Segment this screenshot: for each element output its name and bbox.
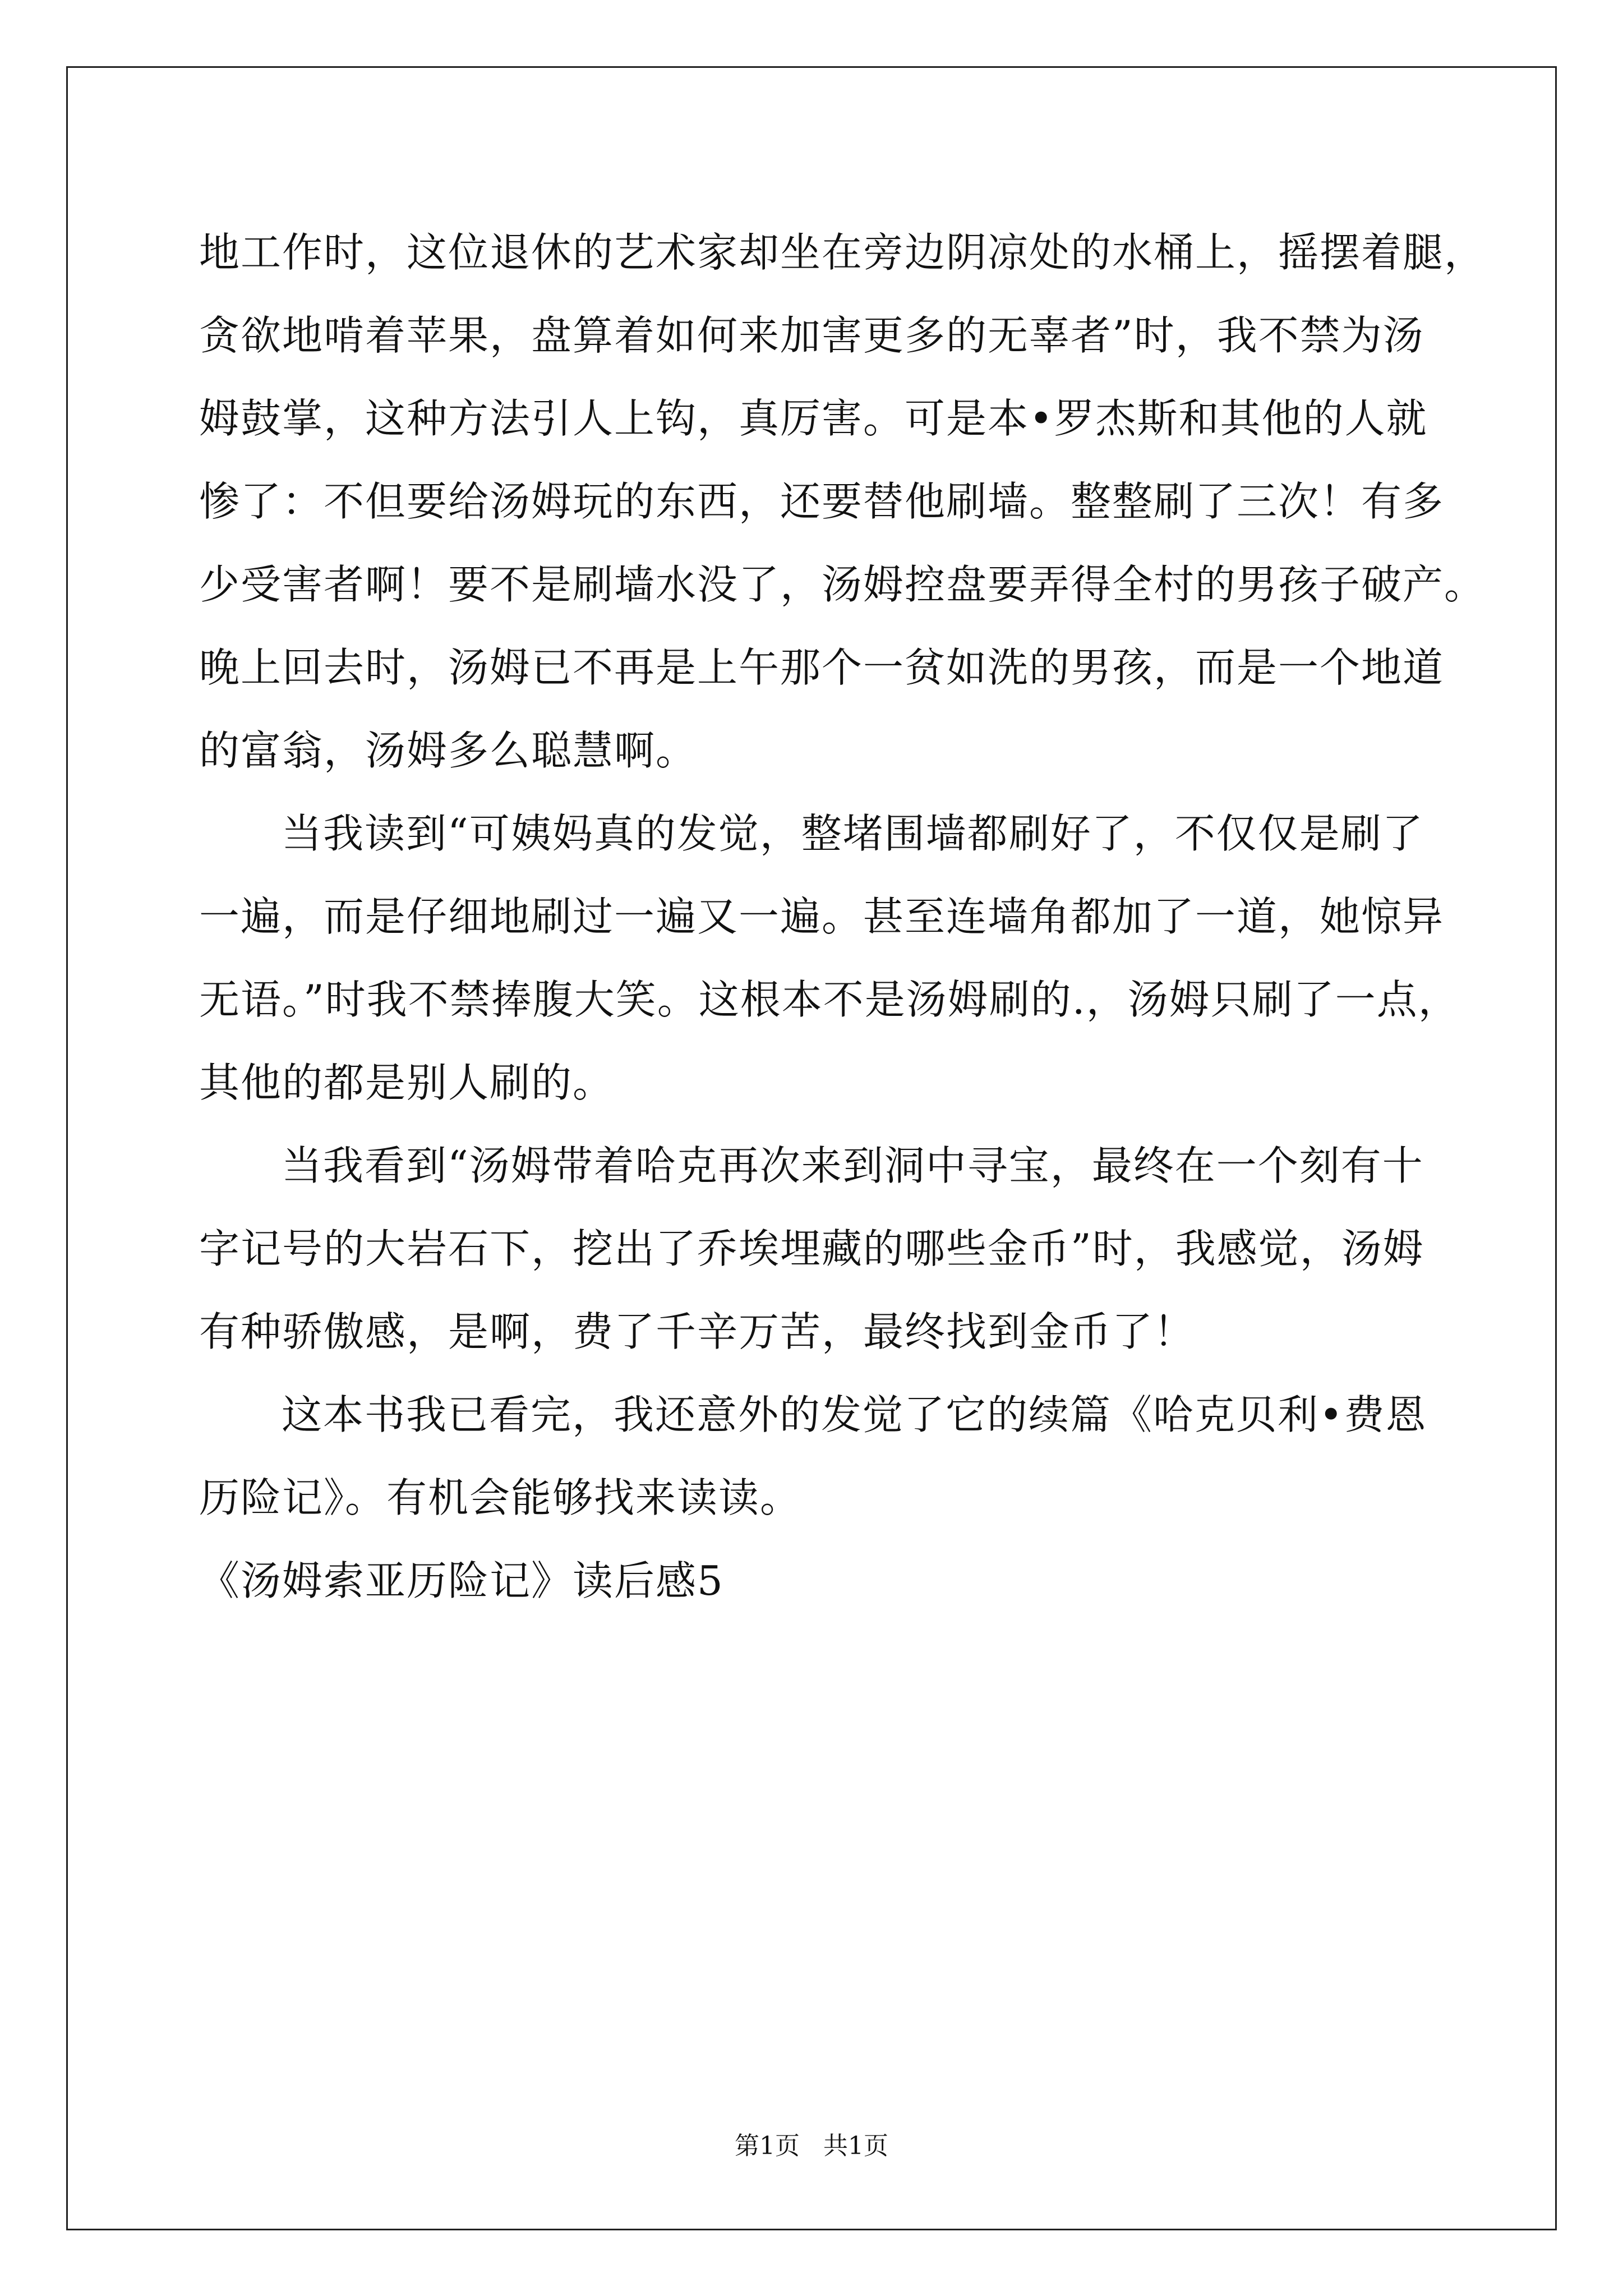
paragraph-4-line-2: 历险记》。有机会能够找来读读。: [199, 1474, 802, 1521]
paragraph-3-line-2: 字记号的大岩石下，挖出了乔埃埋藏的哪些金币”时，我感觉，汤姆: [199, 1225, 1424, 1272]
paragraph-1-line-1: 地工作时，这位退休的艺术家却坐在旁边阴凉处的水桶上，摇摆着腿，: [199, 229, 1486, 276]
paragraph-4-line-1: 这本书我已看完，我还意外的发觉了它的续篇《哈克贝利•费恩: [282, 1391, 1427, 1438]
paragraph-2-line-2: 一遍，而是仔细地刷过一遍又一遍。甚至连墙角都加了一道，她惊异: [199, 893, 1445, 940]
paragraph-1-line-6: 晚上回去时，汤姆已不再是上午那个一贫如洗的男孩，而是一个地道: [199, 644, 1445, 691]
section-heading: 《汤姆索亚历险记》读后感5: [199, 1557, 724, 1604]
paragraph-2-line-3: 无语。”时我不禁捧腹大笑。这根本不是汤姆刷的.，汤姆只刷了一点，: [199, 976, 1460, 1023]
paragraph-1-line-5: 少受害者啊！要不是刷墙水没了，汤姆控盘要弄得全村的男孩子破产。: [199, 561, 1486, 608]
paragraph-2-line-1: 当我读到“可姨妈真的发觉，整堵围墙都刷好了，不仅仅是刷了: [282, 810, 1424, 857]
paragraph-2-line-4: 其他的都是别人刷的。: [199, 1059, 615, 1106]
paragraph-1-line-2: 贪欲地啃着苹果，盘算着如何来加害更多的无辜者”时，我不禁为汤: [199, 312, 1424, 359]
paragraph-1-line-7: 的富翁，汤姆多么聪慧啊。: [199, 727, 698, 774]
paragraph-3-line-1: 当我看到“汤姆带着哈克再次来到洞中寻宝，最终在一个刻有十: [282, 1142, 1424, 1189]
paragraph-1-line-3: 姆鼓掌，这种方法引人上钩，真厉害。可是本•罗杰斯和其他的人就: [199, 395, 1428, 442]
page-footer: 第1页 共1页: [735, 2132, 888, 2160]
paragraph-3-line-3: 有种骄傲感，是啊，费了千辛万苦，最终找到金币了！: [199, 1308, 1196, 1355]
paragraph-1-line-4: 惨了：不但要给汤姆玩的东西，还要替他刷墙。整整刷了三次！有多: [199, 478, 1445, 525]
